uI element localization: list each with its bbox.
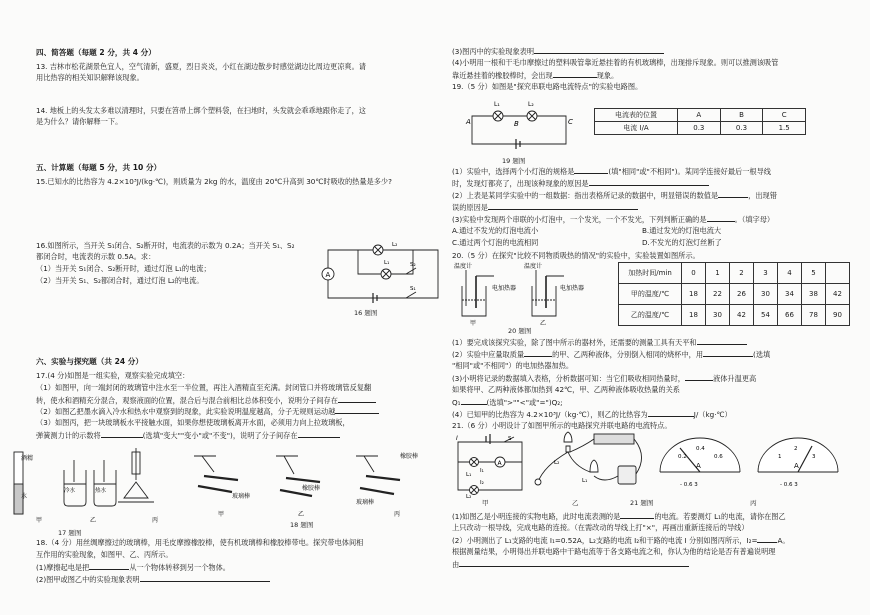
q19-line-6b-text: 。（填字母） — [734, 215, 775, 224]
q16-line-4: （2）当开关 S₁、S₂都闭合时，通过灯泡 L₂的电流。 — [36, 276, 204, 285]
q19-line-4b-text: ，出现错 — [748, 191, 777, 200]
q20-line-8-text: (4）已知甲的比热容为 4.2×10³J/（kg·℃），则乙的比热容为 — [452, 410, 648, 419]
q19-option-c: C.通过两个灯泡的电流相同 — [452, 238, 539, 247]
q19-line-6 — [452, 214, 774, 225]
figure-21-jia-circuit — [452, 432, 532, 498]
q19-line-5-text: 误的原因是 — [452, 203, 488, 212]
q17-blank-1[interactable] — [338, 395, 376, 403]
q20-line-3 — [452, 349, 770, 360]
figure-16-circuit — [318, 240, 448, 310]
table-cell: 加热时间/min — [619, 263, 682, 284]
table-cell: 甲的温度/℃ — [619, 284, 682, 305]
q14-line-1: 14. 地板上的头发太多难以清理时，只要在笤帚上绑个塑料袋，在扫地时，头发就会乖乖地跟你走了，这 — [36, 106, 366, 115]
q19-blank-3[interactable] — [718, 190, 748, 198]
q20-blank-2[interactable] — [524, 349, 552, 357]
q21-line-2 — [452, 511, 786, 522]
table-cell: 电流 I/A — [595, 122, 678, 135]
figure-21-caption: 21 题图 — [630, 499, 654, 507]
q17-line-3 — [36, 395, 376, 406]
q20-line-5-text: (3)小明将记录的数据填入表格，分析数据可知：当它们吸收相同热量时， — [452, 374, 685, 383]
label-l1: L₁ — [384, 260, 390, 266]
fig21-yi-label-l1: L₁ — [582, 478, 588, 484]
q17-line-1: 17.(4 分)如图是一组实验，观察实验完成填空： — [36, 371, 190, 380]
q20-blank-1[interactable] — [697, 337, 747, 345]
q21-line-6 — [452, 559, 689, 570]
q20-line-5 — [452, 373, 756, 384]
table-row — [619, 284, 850, 305]
q17-line-4-text: （2）如图乙把墨水滴入冷水和热水中观察到的现象，此实验说明温度越高，分子无规则运动越 — [36, 407, 336, 416]
table-19 — [594, 108, 806, 135]
figure-16-caption: 16 题图 — [354, 309, 378, 317]
q18-line-3b-text: 从一个物体转移到另一个物体。 — [129, 563, 230, 572]
q17-blank-2[interactable] — [335, 406, 379, 414]
figure-21-yi-physical — [534, 426, 654, 496]
section-5-title: 五、计算题（每题 5 分，共 10 分） — [36, 163, 162, 172]
fig21-label-yi-cap: 乙 — [572, 499, 579, 507]
q18-blank-1[interactable] — [89, 562, 129, 570]
q20-blank-4[interactable] — [685, 373, 713, 381]
q20-line-2 — [452, 337, 747, 348]
table-row — [595, 122, 806, 135]
q18-line-5 — [452, 46, 664, 57]
q19-line-2 — [452, 166, 771, 177]
table-cell: C — [763, 109, 806, 122]
fig18-label-yi: 乙 — [298, 511, 305, 518]
table-cell: 0.3 — [720, 122, 763, 135]
fig17-label-cold: 冷水 — [64, 488, 76, 494]
fig21-ammeter-symbol: A — [497, 460, 502, 467]
fig21-label-i2: I₂ — [480, 480, 484, 486]
q20-line-5b-text: 液体升温更高 — [713, 374, 757, 383]
table-cell: 42 — [730, 305, 754, 326]
q18-line-3 — [36, 562, 230, 573]
table-cell: 42 — [826, 284, 850, 305]
figure-21-bing-meters — [652, 430, 852, 494]
table-row — [619, 305, 850, 326]
q17-line-2: （1）如图甲，向一端封闭的玻璃管中注水至一半位置，再注入酒精直至充满。封闭管口并将玻璃管反复翻 — [36, 383, 372, 392]
fig20-label-yi: 乙 — [540, 320, 547, 327]
q20-blank-5[interactable] — [461, 397, 487, 405]
table-cell: 18 — [682, 284, 706, 305]
table-cell: 26 — [730, 284, 754, 305]
q18-line-4-text: (2)图甲或图乙中的实验现象表明 — [36, 575, 140, 584]
fig20-label-thermometer-2: 温度计 — [524, 263, 543, 270]
fig18-label-rubber-2: 橡胶棒 — [400, 453, 419, 460]
fig21-yi-label-l2: L₂ — [554, 460, 560, 466]
q21-line-5: 根据测量结果，小明得出并联电路中干路电流等于各支路电流之和，你认为他的结论是否有普遍说明理 — [452, 547, 776, 556]
q13-line-2: 用比热容的相关知识解释该现象。 — [36, 73, 144, 82]
q21-blank-2[interactable] — [757, 535, 777, 543]
table-cell: 78 — [802, 305, 826, 326]
q20-line-2-text: (1）要完成该探究实验，除了图中所示的器材外，还需要的测量工具有天平和 — [452, 338, 697, 347]
fig21-label-s: S — [508, 436, 512, 442]
q18-line-7-text: 靠近悬挂着的橡胶棒时，会出现 — [452, 71, 553, 80]
fig17-label-water: 水 — [21, 493, 28, 500]
table-cell: 4 — [778, 263, 802, 284]
q14-line-2: 是为什么？请你解释一下。 — [36, 117, 123, 126]
table-cell: 66 — [778, 305, 802, 326]
figure-20 — [452, 262, 592, 326]
q19-line-1: 19.（5 分）如图是"探究串联电路电流特点"的实验电路图。 — [452, 82, 643, 91]
meter2-terminals: - 0.6 3 — [780, 482, 798, 488]
q20-line-8 — [452, 409, 732, 420]
q18-line-6: (4)小明用一根和干毛巾摩擦过的塑料吸管靠近悬挂着的有机玻璃棒，出现排斥现象。则可以推测该吸管 — [452, 58, 779, 67]
meter2-unit: A — [794, 462, 799, 470]
table-cell: 乙的温度/℃ — [619, 305, 682, 326]
table-cell: 1.5 — [763, 122, 806, 135]
table-20 — [618, 262, 850, 326]
q21-line-2b-text: 的电流。若要测灯 L₁的电流，请你在图乙 — [654, 512, 786, 521]
table-cell: B — [720, 109, 763, 122]
q13-line-1: 13. 吉林市松花湖景色宜人，空气清新，盛夏，烈日炎炎，小红在湖边散步时感觉湖边比周边更凉爽。请 — [36, 62, 366, 71]
label-s2: S₂ — [410, 262, 416, 268]
q18-blank-4[interactable] — [553, 70, 597, 78]
q20-line-4: "相同"或"不相同"）的电加热器加热。 — [452, 361, 574, 370]
q20-line-3c-text: (选填 — [753, 350, 771, 359]
fig17-label-yi: 乙 — [90, 517, 97, 524]
ammeter-symbol: A — [325, 271, 331, 279]
fig21-label-i: I — [456, 435, 458, 442]
fig19-label-c: C — [568, 118, 573, 126]
q18-line-7 — [452, 70, 618, 81]
table-cell — [826, 263, 850, 284]
table-cell: 90 — [826, 305, 850, 326]
q19-blank-1[interactable] — [574, 166, 608, 174]
figure-18 — [186, 446, 436, 526]
q19-line-4 — [452, 190, 777, 201]
q21-line-4b-text: A。 — [777, 536, 790, 545]
fig17-label-hot: 热水 — [95, 488, 107, 494]
q20-line-7-text: Q₁ — [452, 398, 461, 407]
q19-line-3-text: 时，发现灯都亮了，出现该种现象的原因是 — [452, 179, 589, 188]
figure-18-caption: 18 题图 — [290, 521, 314, 529]
q19-line-2b-text: (填"相同"或"不相同")。某同学连接好最后一根导线 — [608, 167, 771, 176]
q19-line-4-text: (2）上表是某同学实验中的一组数据：指出表格所记录的数据中，明显错误的数值是 — [452, 191, 719, 200]
table-cell: 2 — [730, 263, 754, 284]
table-cell: 30 — [706, 305, 730, 326]
q18-line-5-text: (3)图丙中的实验现象表明 — [452, 47, 535, 56]
q21-blank-1[interactable] — [620, 511, 654, 519]
q18-line-2: 互作用的实验现象，如图甲、乙、丙所示。 — [36, 550, 173, 559]
q18-line-7b-text: 现象。 — [596, 71, 619, 80]
q20-line-1: 20.（5 分）在探究"比较不同物质吸热的情况"的实验中，实验装置如图所示。 — [452, 251, 700, 260]
fig21-label-jia-cap: 甲 — [482, 499, 489, 507]
figure-19-caption: 19 题图 — [502, 157, 526, 165]
q18-blank-2[interactable] — [140, 574, 270, 582]
table-cell: 3 — [754, 263, 778, 284]
figure-17-caption: 17 题图 — [58, 529, 82, 537]
q17-blank-3[interactable] — [101, 430, 143, 438]
meter2-tick-3: 3 — [812, 454, 816, 460]
q19-line-5 — [452, 202, 638, 213]
q20-blank-6[interactable] — [648, 409, 694, 417]
fig21-label-l2: L₂ — [466, 494, 472, 500]
q17-line-5: （3）如图丙，把一块玻璃板水平接触水面，如果你想使玻璃板离开水面，必须用力向上拉玻璃板， — [36, 418, 350, 427]
q15-text: 15.已知水的比热容为 4.2×10³J/(kg·℃)，则质量为 2kg 的水，温度由 20℃升高到 30℃时吸收的热量是多少? — [36, 177, 392, 186]
table-cell: 0.3 — [678, 122, 721, 135]
q20-line-7b-text: (选填">""<"或"=")Q₂; — [486, 398, 563, 407]
q19-blank-2[interactable] — [589, 178, 709, 186]
section-6-title: 六、实验与探究题（共 24 分） — [36, 357, 143, 366]
table-cell: 0 — [682, 263, 706, 284]
q17-line-6b-text: (选填"变大""变小"或"不变")，说明了分子间存在 — [142, 431, 298, 440]
meter2-tick-1: 1 — [778, 454, 782, 460]
fig18-label-glass-2: 玻璃棒 — [356, 499, 375, 506]
table-cell: 54 — [754, 305, 778, 326]
q21-line-6-text: 由 — [452, 560, 460, 569]
table-cell: 34 — [778, 284, 802, 305]
section-4-title: 四、简答题（每题 2 分，共 4 分） — [36, 48, 156, 57]
q17-line-6-text: 弹簧测力计的示数将 — [36, 431, 101, 440]
fig19-label-l1: L₁ — [494, 101, 500, 108]
meter1-tick-0-6: 0.6 — [714, 454, 723, 460]
fig20-label-heater-2: 电加热器 — [560, 285, 585, 292]
q21-line-1: 21.（6 分）小明设计了如图甲所示的电路探究并联电路的电流特点。 — [452, 421, 672, 430]
q16-line-3: （1）当开关 S₁闭合、S₂断开时，通过灯泡 L₁的电流； — [36, 264, 211, 273]
q20-line-8b-text: J/（kg·℃） — [693, 410, 732, 419]
q18-blank-3[interactable] — [534, 46, 664, 54]
q18-line-4 — [36, 574, 270, 585]
q19-line-3 — [452, 178, 709, 189]
q19-blank-5[interactable] — [707, 214, 735, 222]
q20-line-6: 如果将甲、乙两种液体都加热到 42℃，甲、乙两种液体吸收热量的关系 — [452, 385, 680, 394]
q20-line-3b-text: 的甲、乙两种液体，分别倒入相同的烧杯中，用 — [552, 350, 704, 359]
fig18-label-rubber-1: 橡胶棒 — [302, 485, 321, 492]
meter1-unit: A — [696, 462, 701, 470]
q21-line-2-text: (1)如图乙是小明连接的实物电路，此时电流表测的是 — [452, 512, 621, 521]
fig17-label-alcohol: 酒精 — [21, 455, 34, 462]
fig21-label-bing-cap: 丙 — [750, 499, 757, 507]
table-row — [619, 263, 850, 284]
fig19-label-b: B — [514, 120, 519, 128]
figure-19-circuit — [466, 94, 576, 156]
q19-option-d: D.不发光的灯泡灯丝断了 — [642, 238, 722, 247]
q19-blank-4[interactable] — [488, 202, 638, 210]
q17-line-3-text: 转，使水和酒精充分混合，观察液面的位置，混合后与混合前相比总体积变小，说明分子间存在 — [36, 396, 338, 405]
table-cell: 38 — [802, 284, 826, 305]
q18-line-1: 18.（4 分）用丝绸摩擦过的玻璃棒，用毛皮摩擦橡胶棒，使有机玻璃棒和橡胶棒带电。探究带电体间相 — [36, 538, 364, 547]
q17-line-4 — [36, 406, 379, 417]
q21-blank-3[interactable] — [459, 559, 689, 567]
fig20-label-jia: 甲 — [470, 320, 477, 327]
table-cell: A — [678, 109, 721, 122]
fig19-label-a: A — [466, 118, 471, 126]
fig18-label-bing: 丙 — [394, 511, 401, 518]
meter1-terminals: - 0.6 3 — [680, 482, 698, 488]
table-cell: 30 — [754, 284, 778, 305]
figure-20-caption: 20 题图 — [508, 327, 532, 335]
q20-line-3-text: (2）实验中应量取质量 — [452, 350, 525, 359]
fig20-label-thermometer-1: 温度计 — [454, 263, 473, 270]
table-cell: 22 — [706, 284, 730, 305]
q18-line-3-text: (1)摩擦起电是把 — [36, 563, 90, 572]
table-cell: 1 — [706, 263, 730, 284]
fig20-label-heater-1: 电加热器 — [492, 285, 517, 292]
table-row — [595, 109, 806, 122]
q19-line-6-text: (3)实验中发现两个串联的小灯泡中，一个发光，一个不发光，下列判断正确的是 — [452, 215, 707, 224]
fig18-label-jia: 甲 — [218, 511, 225, 518]
meter2-tick-2: 2 — [794, 446, 798, 452]
q16-line-1: 16.如图所示，当开关 S₁闭合、S₂断开时，电流表的示数为 0.2A；当开关 S₁、S₂ — [36, 241, 295, 250]
label-s1: S₁ — [410, 286, 416, 292]
q20-blank-3[interactable] — [703, 349, 753, 357]
q17-blank-4[interactable] — [298, 430, 340, 438]
q19-option-b: B.通过发光的灯泡电流大 — [642, 226, 722, 235]
q20-line-7 — [452, 397, 563, 408]
q16-line-2: 都闭合时，电流表的示数 0.5A。求： — [36, 252, 156, 261]
q21-line-4 — [452, 535, 790, 546]
q21-line-4-text: (2）小明测出了 L₁支路的电流 I₁=0.52A，L₂支路的电流 I₂和干路的电流 I 分别如图丙所示，I₂= — [452, 536, 758, 545]
meter1-tick-0-2: 0.2 — [678, 454, 687, 460]
meter1-tick-0-4: 0.4 — [696, 446, 705, 452]
fig21-label-l1: L₁ — [466, 472, 472, 478]
q19-option-a: A.通过不发光的灯泡电流小 — [452, 226, 539, 235]
fig17-label-jia: 甲 — [36, 517, 43, 524]
fig18-label-glass-1: 玻璃棒 — [232, 493, 251, 500]
table-cell: 电流表的位置 — [595, 109, 678, 122]
fig21-label-i1: I₁ — [480, 468, 484, 474]
table-cell: 18 — [682, 305, 706, 326]
figure-17 — [6, 440, 166, 530]
q19-line-2-text: (1）实验中，选择两个小灯泡的规格是 — [452, 167, 575, 176]
fig19-label-l2: L₂ — [528, 101, 534, 108]
table-cell: 5 — [802, 263, 826, 284]
fig17-label-bing: 丙 — [152, 517, 159, 524]
label-l2: L₂ — [392, 242, 398, 248]
q21-line-3: 上只改动一根导线，完成电路的连接。（在需改动的导线上打"×"，再画出重新连接后的导线） — [452, 523, 749, 532]
